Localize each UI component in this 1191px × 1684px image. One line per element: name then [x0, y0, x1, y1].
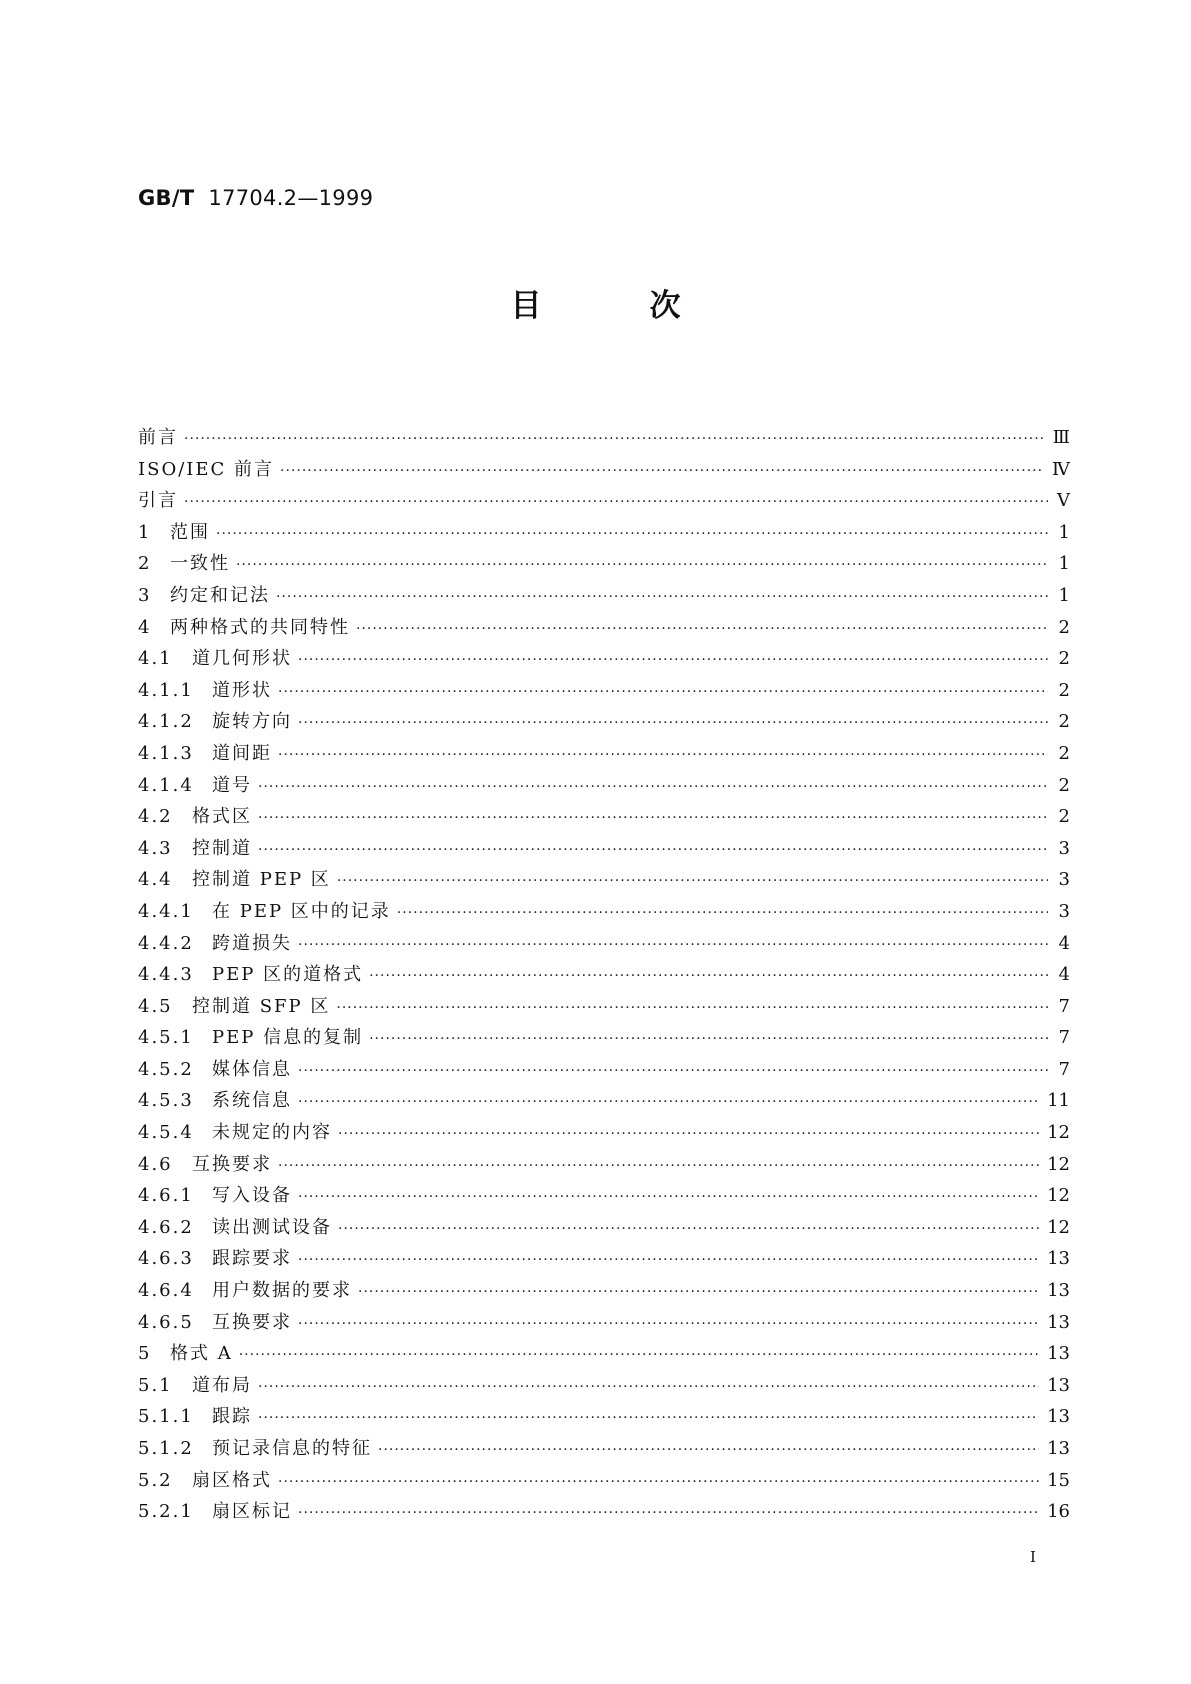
dot-leader — [369, 968, 1048, 984]
toc-entry-number: 4.6 — [138, 1153, 173, 1175]
toc-entry-page: 13 — [1047, 1280, 1070, 1302]
toc-entry-title: 前言 — [138, 427, 178, 448]
toc-entry-page: 12 — [1047, 1216, 1070, 1238]
toc-entry-page: 15 — [1047, 1469, 1070, 1491]
toc-entry[interactable] — [138, 1086, 1070, 1118]
table-of-contents — [138, 423, 1070, 1529]
dot-leader — [338, 1126, 1039, 1142]
toc-entry[interactable] — [138, 1055, 1070, 1087]
standard-prefix: GB/T — [138, 186, 195, 210]
toc-entry-page: 13 — [1047, 1311, 1070, 1333]
toc-entry-number: 4.5.4 — [138, 1122, 194, 1144]
toc-entry-title: 跨道损失 — [212, 932, 292, 954]
toc-entry-page: 3 — [1058, 900, 1070, 922]
toc-entry-page: 7 — [1058, 995, 1070, 1017]
toc-entry[interactable] — [138, 1023, 1070, 1055]
toc-entry-title: 范围 — [170, 521, 210, 543]
dot-leader — [337, 873, 1048, 889]
toc-entry-number: 5.2.1 — [138, 1501, 194, 1523]
toc-entry[interactable] — [138, 1497, 1070, 1529]
dot-leader — [258, 1410, 1039, 1426]
toc-entry-page: Ⅴ — [1057, 490, 1070, 512]
dot-leader — [184, 494, 1048, 510]
toc-entry-page: 13 — [1047, 1374, 1070, 1396]
dot-leader — [216, 526, 1048, 542]
toc-entry[interactable] — [138, 992, 1070, 1024]
toc-entry-page: 4 — [1058, 932, 1070, 954]
toc-entry-title: 格式区 — [192, 806, 252, 828]
toc-entry[interactable] — [138, 1402, 1070, 1434]
dot-leader — [278, 1158, 1039, 1174]
page-folio: I — [1030, 1548, 1036, 1566]
toc-entry-title: 在 PEP 区中的记录 — [212, 900, 391, 922]
page-title — [0, 280, 1191, 324]
toc-entry-number: 4.1.3 — [138, 742, 194, 764]
dot-leader — [278, 684, 1048, 700]
toc-entry-title: 写入设备 — [212, 1185, 292, 1207]
toc-entry[interactable] — [138, 613, 1070, 645]
toc-entry[interactable] — [138, 1466, 1070, 1498]
toc-entry-number: 3 — [138, 584, 152, 606]
toc-entry-page: 2 — [1058, 742, 1070, 764]
toc-entry-page: 7 — [1058, 1058, 1070, 1080]
toc-entry-title: 道号 — [212, 774, 252, 796]
toc-entry-title: 用户数据的要求 — [212, 1280, 352, 1302]
toc-entry[interactable] — [138, 1244, 1070, 1276]
toc-entry[interactable] — [138, 581, 1070, 613]
toc-entry-number: 4.5.1 — [138, 1027, 194, 1049]
toc-entry-number: 4.6.3 — [138, 1248, 194, 1270]
toc-entry-number: 4.4.3 — [138, 964, 194, 986]
dot-leader — [298, 652, 1048, 668]
toc-entry[interactable] — [138, 644, 1070, 676]
standard-number: 17704.2—1999 — [208, 186, 374, 210]
toc-entry-page: 13 — [1047, 1343, 1070, 1365]
toc-entry-number: 4.4.1 — [138, 900, 194, 922]
toc-entry-title: 控制道 SFP 区 — [192, 995, 331, 1017]
dot-leader — [184, 431, 1045, 447]
toc-entry-title: 约定和记法 — [170, 584, 270, 606]
toc-entry-title: 旋转方向 — [212, 711, 292, 733]
toc-entry-number: 5.1.1 — [138, 1406, 194, 1428]
toc-entry-title: 格式 A — [170, 1343, 233, 1365]
toc-entry-number: 4.5.2 — [138, 1058, 194, 1080]
toc-entry-title: 引言 — [138, 490, 178, 512]
toc-entry[interactable] — [138, 676, 1070, 708]
toc-entry-title: 互换要求 — [212, 1311, 292, 1333]
toc-entry[interactable] — [138, 897, 1070, 929]
toc-entry-number: 5.1 — [138, 1374, 173, 1396]
toc-entry[interactable] — [138, 423, 1070, 455]
dot-leader — [236, 557, 1048, 573]
toc-entry-number: 4.1.2 — [138, 711, 194, 733]
toc-entry-title: 预记录信息的特征 — [212, 1438, 372, 1459]
dot-leader — [356, 621, 1048, 637]
toc-entry-number: 4.6.4 — [138, 1280, 194, 1302]
toc-entry-number: 4.3 — [138, 837, 173, 859]
toc-entry-title: 控制道 PEP 区 — [192, 869, 331, 891]
dot-leader — [338, 1221, 1039, 1237]
toc-entry-page: 2 — [1058, 648, 1070, 670]
toc-entry-page: 2 — [1058, 616, 1070, 638]
toc-entry-page: 3 — [1058, 837, 1070, 859]
toc-entry-title: 一致性 — [170, 553, 230, 575]
toc-entry-number: 2 — [138, 553, 152, 575]
toc-entry-page: 12 — [1047, 1122, 1070, 1144]
toc-entry-number: 4.6.2 — [138, 1216, 194, 1238]
dot-leader — [298, 715, 1048, 731]
toc-entry-number: 5.1.2 — [138, 1438, 194, 1459]
toc-entry-title: 道几何形状 — [192, 648, 292, 670]
toc-entry-page: 7 — [1058, 1027, 1070, 1049]
toc-entry-title: 媒体信息 — [212, 1058, 292, 1080]
toc-entry[interactable] — [138, 486, 1070, 518]
toc-entry-title: PEP 区的道格式 — [212, 964, 364, 986]
toc-entry-page: Ⅳ — [1052, 458, 1070, 480]
dot-leader — [258, 810, 1048, 826]
toc-entry-title: 道形状 — [212, 679, 272, 701]
toc-entry[interactable] — [138, 960, 1070, 992]
dot-leader — [378, 1442, 1039, 1458]
toc-entry-number: 1 — [138, 521, 152, 543]
toc-entry-page: 12 — [1047, 1153, 1070, 1175]
toc-entry-number: 4.1 — [138, 648, 173, 670]
dot-leader — [336, 1000, 1048, 1016]
toc-entry[interactable] — [138, 1308, 1070, 1340]
dot-leader — [258, 1379, 1039, 1395]
toc-entry-page: 4 — [1058, 964, 1070, 986]
dot-leader — [298, 937, 1048, 953]
toc-entry-title: 道间距 — [212, 742, 272, 764]
dot-leader — [397, 905, 1048, 921]
dot-leader — [298, 1189, 1039, 1205]
toc-entry-page: 13 — [1047, 1248, 1070, 1270]
toc-entry[interactable] — [138, 707, 1070, 739]
dot-leader — [358, 1284, 1039, 1300]
dot-leader — [258, 842, 1048, 858]
toc-entry[interactable] — [138, 739, 1070, 771]
toc-entry-page: Ⅲ — [1052, 427, 1070, 448]
toc-entry-title: 跟踪 — [212, 1406, 252, 1428]
toc-entry[interactable] — [138, 802, 1070, 834]
dot-leader — [258, 779, 1048, 795]
toc-entry[interactable] — [138, 865, 1070, 897]
toc-entry-number: 5.2 — [138, 1469, 173, 1491]
toc-entry-title: 跟踪要求 — [212, 1248, 292, 1270]
toc-entry-page: 2 — [1058, 806, 1070, 828]
dot-leader — [298, 1094, 1039, 1110]
toc-entry[interactable] — [138, 455, 1070, 487]
dot-leader — [369, 1031, 1048, 1047]
toc-entry-page: 1 — [1058, 584, 1070, 606]
toc-entry[interactable] — [138, 929, 1070, 961]
toc-entry-number: 4.4 — [138, 869, 173, 891]
toc-entry-number: 4.4.2 — [138, 932, 194, 954]
toc-entry-number: 4 — [138, 616, 152, 638]
toc-entry[interactable] — [138, 1150, 1070, 1182]
dot-leader — [298, 1063, 1048, 1079]
toc-entry-number: 4.6.5 — [138, 1311, 194, 1333]
toc-entry-page: 2 — [1058, 679, 1070, 701]
toc-entry-title: 扇区标记 — [212, 1501, 292, 1523]
toc-entry-page: 2 — [1058, 774, 1070, 796]
toc-entry-page: 16 — [1047, 1501, 1070, 1523]
toc-entry[interactable] — [138, 549, 1070, 581]
toc-entry-title: 两种格式的共同特性 — [170, 616, 350, 638]
toc-entry[interactable] — [138, 771, 1070, 803]
toc-entry[interactable] — [138, 1118, 1070, 1150]
toc-entry-title: 互换要求 — [192, 1153, 272, 1175]
toc-entry-page: 11 — [1047, 1090, 1070, 1112]
toc-entry-number: 5 — [138, 1343, 152, 1365]
toc-entry-title: 读出测试设备 — [212, 1216, 332, 1238]
dot-leader — [278, 747, 1048, 763]
dot-leader — [280, 463, 1044, 479]
toc-entry-page: 1 — [1058, 521, 1070, 543]
dot-leader — [276, 589, 1048, 605]
toc-entry[interactable] — [138, 1371, 1070, 1403]
toc-entry-number: 4.5 — [138, 995, 173, 1017]
toc-entry-title: PEP 信息的复制 — [212, 1027, 364, 1049]
standard-code — [138, 186, 373, 210]
toc-entry[interactable] — [138, 1181, 1070, 1213]
toc-entry-number: 4.1.1 — [138, 679, 194, 701]
toc-entry-page: 13 — [1047, 1438, 1070, 1459]
toc-entry[interactable] — [138, 1434, 1070, 1466]
toc-entry[interactable] — [138, 1213, 1070, 1245]
toc-entry-title: 扇区格式 — [192, 1469, 272, 1491]
toc-entry-page: 3 — [1058, 869, 1070, 891]
toc-entry-title: 系统信息 — [212, 1090, 292, 1112]
toc-entry-number: 4.5.3 — [138, 1090, 194, 1112]
title-char-2: 次 — [649, 288, 681, 324]
toc-entry[interactable] — [138, 1276, 1070, 1308]
dot-leader — [278, 1474, 1039, 1490]
title-char-1: 目 — [510, 288, 542, 324]
dot-leader — [298, 1252, 1039, 1268]
toc-entry-number: 4.2 — [138, 806, 173, 828]
toc-entry-number: 4.6.1 — [138, 1185, 194, 1207]
toc-entry-page: 1 — [1058, 553, 1070, 575]
toc-entry-number: 4.1.4 — [138, 774, 194, 796]
toc-entry-page: 2 — [1058, 711, 1070, 733]
toc-entry-title: 控制道 — [192, 837, 252, 859]
toc-entry[interactable] — [138, 518, 1070, 550]
toc-entry-title: 未规定的内容 — [212, 1122, 332, 1144]
toc-entry-page: 12 — [1047, 1185, 1070, 1207]
dot-leader — [239, 1347, 1039, 1363]
toc-entry-page: 13 — [1047, 1406, 1070, 1428]
toc-entry[interactable] — [138, 1339, 1070, 1371]
toc-entry-title: ISO/IEC 前言 — [138, 458, 275, 480]
dot-leader — [298, 1316, 1039, 1332]
dot-leader — [298, 1505, 1039, 1521]
toc-entry-title: 道布局 — [192, 1374, 252, 1396]
toc-entry[interactable] — [138, 834, 1070, 866]
